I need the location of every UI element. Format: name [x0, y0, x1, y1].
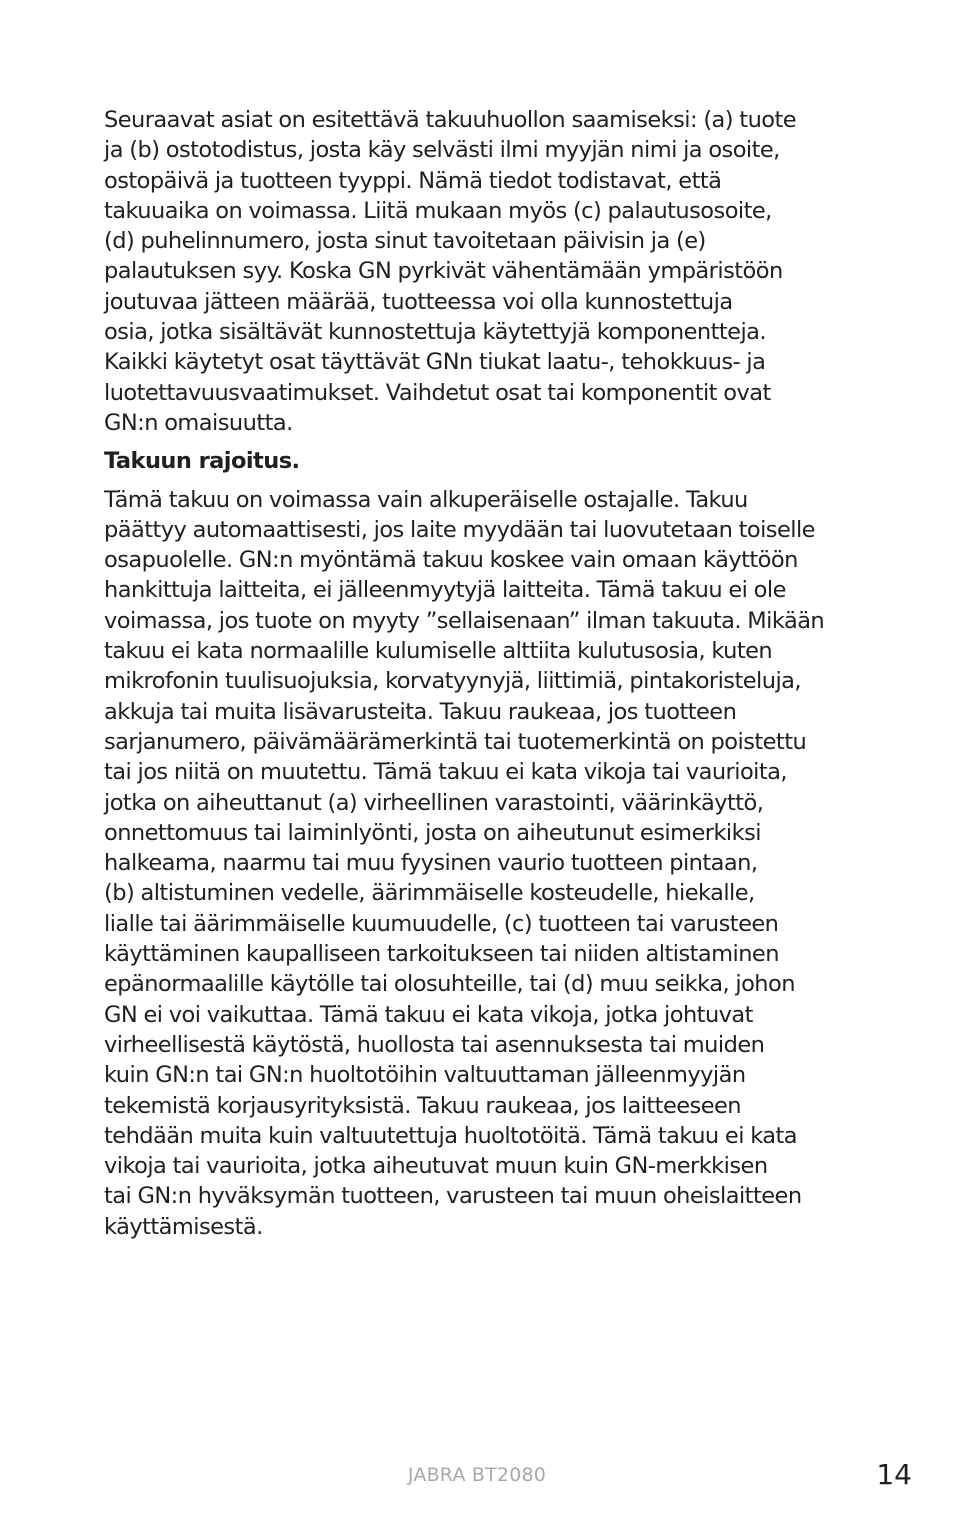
- text-line: akkuja tai muita lisävarusteita. Takuu raukeaa, jos tuotteen: [104, 698, 737, 725]
- text-line: Kaikki käytetyt osat täyttävät GNn tiukat laatu-, tehokkuus- ja: [104, 349, 766, 376]
- warranty-limitation-paragraph: [104, 485, 850, 1242]
- text-line: ostopäivä ja tuotteen tyyppi. Nämä tiedot todistavat, että: [104, 167, 722, 194]
- text-line: jotka on aiheuttanut (a) virheellinen varastointi, väärinkäyttö,: [104, 789, 764, 816]
- text-line: sarjanumero, päivämäärämerkintä tai tuotemerkintä on poistettu: [104, 728, 807, 755]
- section-heading: Takuun rajoitus.: [104, 448, 300, 475]
- text-line: Seuraavat asiat on esitettävä takuuhuollon saamiseksi: (a) tuote: [104, 107, 797, 133]
- text-line: onnettomuus tai laiminlyönti, josta on aiheutunut esimerkiksi: [104, 819, 761, 846]
- text-line: hankittuja laitteita, ei jälleenmyytyjä laitteita. Tämä takuu ei ole: [104, 577, 786, 604]
- text-line: vikoja tai vaurioita, jotka aiheutuvat muun kuin GN-merkkisen: [104, 1153, 768, 1180]
- text-line: käyttämisestä.: [104, 1213, 263, 1240]
- footer-product-name: JABRA BT2080: [407, 1464, 547, 1486]
- text-line: takuuaika on voimassa. Liitä mukaan myös (c) palautusosoite,: [104, 197, 772, 224]
- text-line: tai jos niitä on muutettu. Tämä takuu ei kata vikoja tai vaurioita,: [104, 759, 787, 786]
- text-line: päättyy automaattisesti, jos laite myydään tai luovutetaan toiselle: [104, 516, 815, 543]
- page-number: 14: [876, 1458, 912, 1491]
- text-line: epänormaalille käytölle tai olosuhteille, tai (d) muu seikka, johon: [104, 971, 795, 998]
- text-line: ja (b) ostotodistus, josta käy selvästi ilmi myyjän nimi ja osoite,: [104, 137, 780, 164]
- text-line: lialle tai äärimmäiselle kuumuudelle, (c) tuotteen tai varusteen: [104, 910, 779, 937]
- text-line: osapuolelle. GN:n myöntämä takuu koskee vain omaan käyttöön: [104, 547, 798, 574]
- text-line: Tämä takuu on voimassa vain alkuperäiselle ostajalle. Takuu: [104, 486, 748, 513]
- text-line: luotettavuusvaatimukset. Vaihdetut osat tai komponentit ovat: [104, 379, 771, 406]
- page-content: [104, 105, 850, 1242]
- text-line: (d) puhelinnumero, josta sinut tavoitetaan päivisin ja (e): [104, 228, 706, 255]
- text-line: mikrofonin tuulisuojuksia, korvatyynyjä, liittimiä, pintakoristeluja,: [104, 668, 802, 695]
- text-line: tai GN:n hyväksymän tuotteen, varusteen tai muun oheislaitteen: [104, 1183, 802, 1210]
- text-line: virheellisestä käytöstä, huollosta tai asennuksesta tai muiden: [104, 1031, 765, 1058]
- text-line: tehdään muita kuin valtuutettuja huoltotöitä. Tämä takuu ei kata: [104, 1122, 798, 1149]
- text-line: tekemistä korjausyrityksistä. Takuu raukeaa, jos laitteeseen: [104, 1092, 741, 1119]
- text-line: takuu ei kata normaalille kulumiselle alttiita kulutusosia, kuten: [104, 638, 773, 665]
- text-line: GN:n omaisuutta.: [104, 409, 293, 436]
- text-line: osia, jotka sisältävät kunnostettuja käytettyjä komponentteja.: [104, 319, 766, 346]
- text-line: (b) altistuminen vedelle, äärimmäiselle kosteudelle, hiekalle,: [104, 880, 755, 907]
- text-line: kuin GN:n tai GN:n huoltotöihin valtuuttaman jälleenmyyjän: [104, 1062, 746, 1089]
- text-line: palautuksen syy. Koska GN pyrkivät vähentämään ympäristöön: [104, 258, 783, 285]
- text-line: käyttäminen kaupalliseen tarkoitukseen tai niiden altistaminen: [104, 941, 779, 968]
- text-line: voimassa, jos tuote on myyty ”sellaisenaan” ilman takuuta. Mikään: [104, 607, 825, 634]
- warranty-service-requirements-paragraph: [104, 105, 850, 438]
- text-line: GN ei voi vaikuttaa. Tämä takuu ei kata vikoja, jotka johtuvat: [104, 1001, 753, 1028]
- text-line: halkeama, naarmu tai muu fyysinen vaurio tuotteen pintaan,: [104, 850, 758, 877]
- text-line: joutuvaa jätteen määrää, tuotteessa voi olla kunnostettuja: [104, 288, 733, 315]
